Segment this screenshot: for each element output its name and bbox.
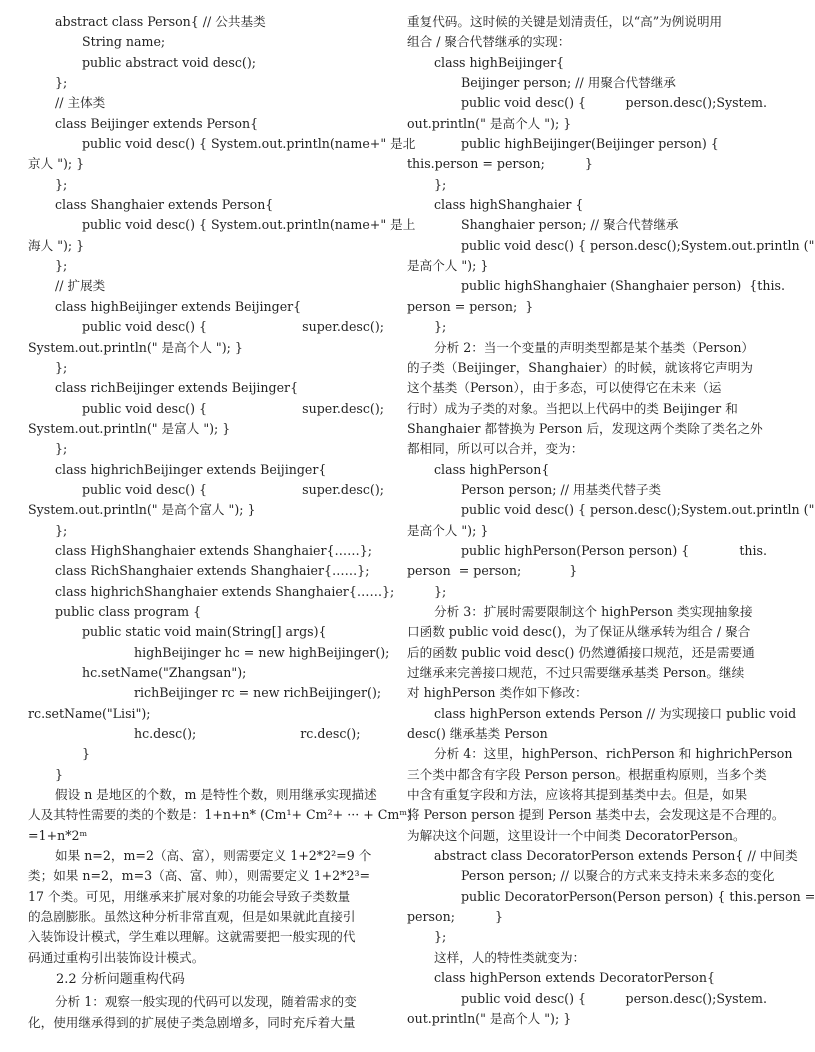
text-line: } [82, 746, 91, 762]
text-line: 是高个人 "); } [407, 522, 489, 538]
text-line: 京人 "); } [28, 156, 85, 172]
text-line [407, 93, 767, 113]
text-line: 入装饰设计模式，学生难以理解。这就需要把一般实现的代 [28, 929, 356, 945]
text-line: 分析 3：扩展时需要限制这个 highPerson 类实现抽象接 [434, 603, 753, 619]
text-segment: person.desc();System. [625, 990, 767, 1006]
text-line: }; [55, 359, 68, 375]
text-line: String name; [82, 34, 166, 50]
text-line: class Beijinger extends Person{ [55, 115, 259, 131]
text-line: public void desc() { person.desc();System.out.println (" [461, 237, 815, 253]
text-line: }; [434, 319, 447, 335]
text-line: // 扩展类 [55, 278, 106, 294]
text-line: =1+n*2ᵐ [28, 827, 88, 843]
text-line: 的急剧膨胀。虽然这种分析非常直观，但是如果就此直接引 [28, 909, 356, 925]
text-line: Person person; // 用基类代替子类 [461, 481, 662, 497]
text-line: public void desc() { person.desc();System.out.println (" [461, 502, 815, 518]
text-line: }; [55, 176, 68, 192]
text-line: 组合 / 聚合代替继承的实现： [407, 34, 571, 50]
text-line: 对 highPerson 类作如下修改： [407, 685, 588, 701]
text-line: public highBeijinger(Beijinger person) { [461, 136, 719, 152]
text-line: }; [55, 75, 68, 91]
text-line: 这个基类（Person），由于多态，可以使得它在未来（运 [407, 380, 722, 396]
text-segment: public void desc() { [461, 95, 587, 111]
text-line: } [55, 766, 64, 782]
text-line: }; [55, 522, 68, 538]
text-line: public static void main(String[] args){ [82, 624, 327, 640]
text-line: class highrichShanghaier extends Shanghaier{……}; [55, 583, 395, 599]
text-line: class highBeijinger extends Beijinger{ [55, 298, 302, 314]
text-line: 化，使用继承得到的扩展使子类急剧增多，同时充斥着大量 [28, 1014, 356, 1030]
text-line: public DecoratorPerson(Person person) { this.person = [461, 888, 815, 904]
text-line: 分析 1：观察一般实现的代码可以发现，随着需求的变 [55, 994, 357, 1010]
text-segment: super.desc(); [302, 400, 384, 416]
text-line: person = person; } [407, 563, 578, 579]
text-line [28, 724, 384, 744]
text-line: highBeijinger hc = new highBeijinger(); [134, 644, 390, 660]
text-line: desc() 继承基类 Person [407, 726, 548, 742]
text-line: 过继承来完善接口规范，不过只需要继承基类 Person。继续 [407, 665, 745, 680]
text-line: person = person; } [407, 298, 534, 314]
text-line: Person person; // 以聚合的方式来支持未来多态的变化 [461, 868, 775, 884]
text-line: 重复代码。这时候的关键是划清责任，以“高”为例说明用 [407, 14, 723, 29]
text-line: Shanghaier person; // 聚合代替继承 [461, 217, 679, 233]
text-segment: public highPerson(Person person) { [461, 542, 690, 558]
text-line: 这样，人的特性类就变为： [434, 949, 586, 965]
text-line: 的子类（Beijinger，Shanghaier）的时候，就该将它声明为 [407, 359, 753, 375]
left-column [28, 12, 416, 1033]
text-line: 分析 4：这里，highPerson、richPerson 和 highrichPerson [434, 746, 793, 762]
text-line [407, 276, 785, 296]
text-segment: rc.desc(); [300, 726, 361, 742]
text-line: 三个类中都含有字段 Person person。根据重构原则，当多个类 [407, 766, 767, 782]
text-line: class RichShanghaier extends Shanghaier{……}; [55, 563, 370, 579]
text-segment: hc.desc(); [134, 726, 197, 742]
text-line: Shanghaier 都替换为 Person 后，发现这两个类除了类名之外 [407, 420, 763, 436]
text-line: }; [434, 929, 447, 945]
text-line: 分析 2：当一个变量的声明类型都是某个基类（Person） [434, 339, 755, 355]
text-line: }; [434, 176, 447, 192]
text-line: System.out.println(" 是高个富人 "); } [28, 502, 256, 518]
text-line: 假设 n 是地区的个数，m 是特性个数，则用继承实现描述 [55, 787, 377, 803]
text-line: class highPerson extends Person // 为实现接口 public void [434, 705, 797, 721]
text-segment: person.desc();System. [625, 95, 767, 111]
text-line: public void desc() { System.out.println(name+" 是北 [82, 136, 416, 152]
text-line [407, 989, 767, 1009]
text-line: rc.setName("Lisi"); [28, 705, 151, 721]
right-column [407, 12, 815, 1029]
text-line: }; [55, 441, 68, 457]
text-line: class richBeijinger extends Beijinger{ [55, 380, 299, 396]
text-line: 17 个类。可见，用继承来扩展对象的功能会导致子类数量 [28, 888, 351, 904]
text-segment: this. [739, 542, 767, 558]
text-line [28, 399, 384, 419]
text-line: this.person = person; } [407, 156, 593, 172]
text-line: }; [55, 258, 68, 274]
text-line: 码通过重构引出装饰设计模式。 [28, 949, 205, 965]
text-line: class Shanghaier extends Person{ [55, 197, 274, 213]
text-line: 后的函数 public void desc() 仍然遵循接口规范，还是需要通 [407, 644, 755, 660]
text-segment: super.desc(); [302, 319, 384, 335]
text-line: Beijinger person; // 用聚合代替继承 [461, 75, 676, 91]
text-line: 中含有重复字段和方法，应该将其提到基类中去。但是，如果 [407, 787, 748, 803]
text-segment: this. [757, 278, 785, 294]
text-line: class highrichBeijinger extends Beijinger{ [55, 461, 327, 477]
text-line: hc.setName("Zhangsan"); [82, 665, 247, 680]
text-line: // 主体类 [55, 95, 106, 111]
text-line: 海人 "); } [28, 237, 85, 253]
text-line: class highBeijinger{ [434, 54, 565, 70]
text-line: class highPerson extends DecoratorPerson{ [434, 970, 716, 986]
text-line: class HighShanghaier extends Shanghaier{……}; [55, 542, 372, 558]
text-line: richBeijinger rc = new richBeijinger(); [134, 685, 382, 701]
text-line: public abstract void desc(); [82, 54, 256, 70]
text-line: }; [434, 583, 447, 599]
section-heading: 2.2 分析问题重构代码 [56, 972, 185, 988]
text-line: person; } [407, 909, 503, 925]
text-line: 如果 n=2，m=2（高、富），则需要定义 1+2*2²=9 个 [55, 848, 372, 864]
text-segment: public void desc() { [461, 990, 587, 1006]
text-segment: public void desc() { [82, 319, 208, 335]
text-line: System.out.println(" 是富人 "); } [28, 420, 231, 436]
text-segment: public void desc() { [82, 400, 208, 416]
text-line: 将 Person person 提到 Person 基类中去，会发现这是不合理的。 [407, 807, 785, 823]
text-line [407, 541, 767, 561]
text-line: public void desc() { System.out.println(name+" 是上 [82, 217, 416, 233]
text-line: public class program { [55, 603, 202, 619]
text-line: 人及其特性需要的类的个数是：1+n+n* (Cm¹+ Cm²+ ··· + Cmᵐ) [28, 807, 413, 823]
text-line: abstract class DecoratorPerson extends Person{ // 中间类 [434, 848, 798, 864]
text-line [28, 317, 384, 337]
text-line: 行时）成为子类的对象。当把以上代码中的类 Beijinger 和 [407, 400, 738, 416]
text-segment: public void desc() { [82, 481, 208, 497]
text-line: class highShanghaier { [434, 197, 584, 213]
text-line: 为解决这个问题，这里设计一个中间类 DecoratorPerson。 [407, 827, 746, 843]
text-line: class highPerson{ [434, 461, 550, 477]
text-line [28, 480, 384, 500]
text-line: 类；如果 n=2，m=3（高、富、帅），则需要定义 1+2*2³= [28, 868, 371, 884]
text-line: out.println(" 是高个人 "); } [407, 1010, 572, 1026]
text-line: System.out.println(" 是高个人 "); } [28, 339, 243, 355]
text-line: 都相同，所以可以合并，变为： [407, 441, 584, 457]
text-segment: public highShanghaier (Shanghaier person) { [461, 278, 758, 294]
text-line: 是高个人 "); } [407, 258, 489, 274]
text-line: abstract class Person{ // 公共基类 [55, 14, 266, 29]
text-segment: super.desc(); [302, 481, 384, 497]
text-line: 口函数 public void desc()，为了保证从继承转为组合 / 聚合 [407, 624, 751, 640]
text-line: out.println(" 是高个人 "); } [407, 115, 572, 131]
